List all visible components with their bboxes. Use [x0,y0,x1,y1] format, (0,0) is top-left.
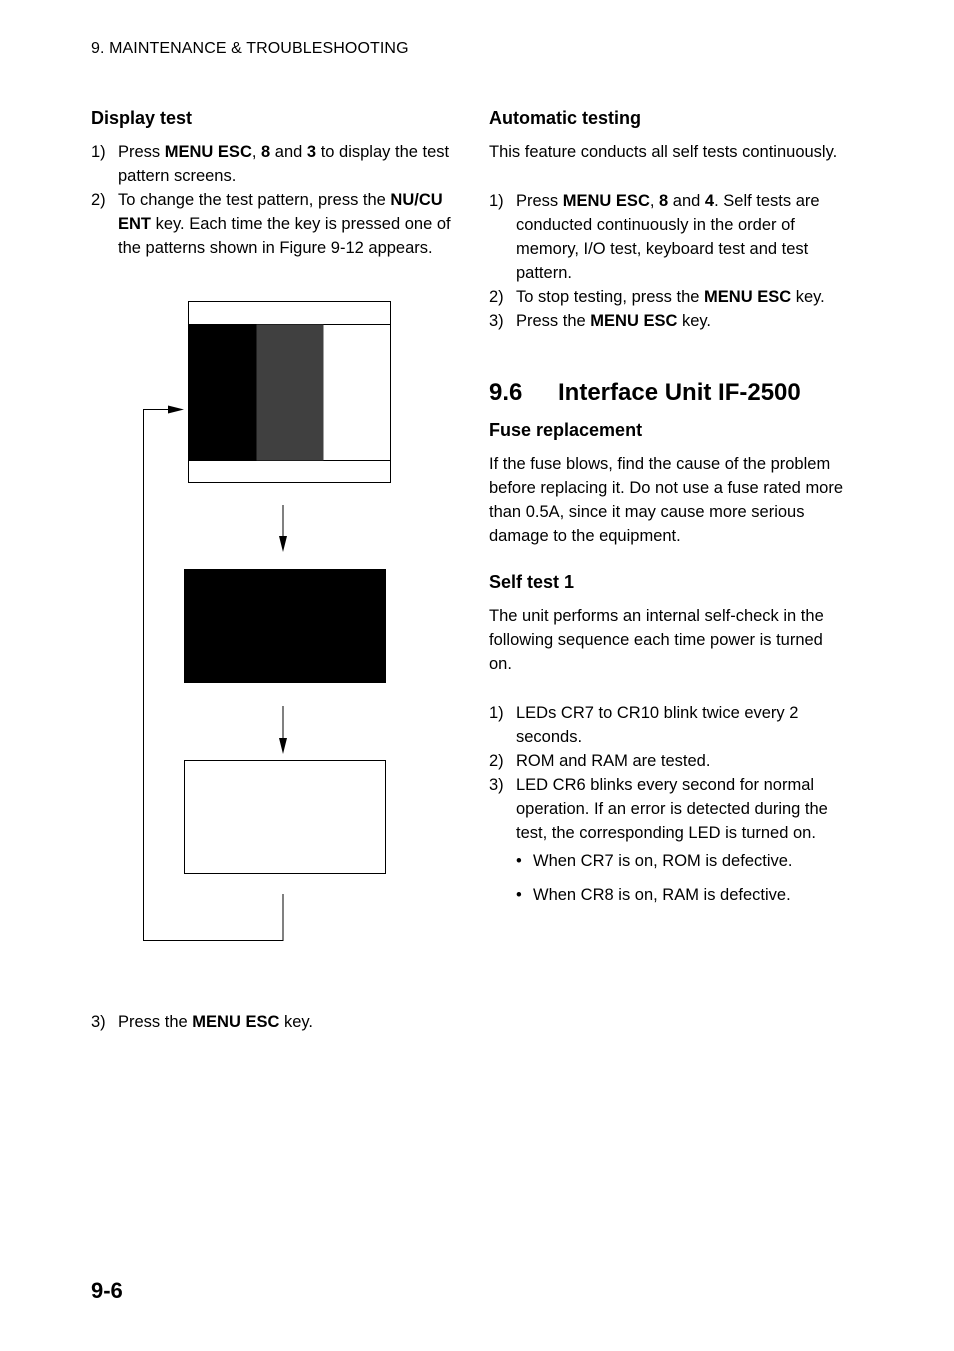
step-text: , [649,192,660,210]
step-text: and [668,192,705,210]
key-name: 4 [704,192,715,210]
key-name: 8 [261,143,271,161]
automatic-testing-step-1 [489,189,849,285]
display-test-heading: Display test [91,108,193,128]
step-number: 1) [91,143,106,161]
display-test-steps [91,140,451,260]
running-head: 9. MAINTENANCE & TROUBLESHOOTING [91,40,409,57]
automatic-testing-step-2 [489,285,849,309]
display-test-step-1 [91,140,451,188]
fuse-replacement-heading: Fuse replacement [489,420,643,440]
step-number: 3) [91,1013,106,1031]
self-test-intro: The unit performs an internal self-check in the following sequence each time power is turned on. [489,607,824,673]
step-number: 3) [489,776,504,794]
automatic-testing-step-3 [489,309,849,333]
step-text: and [270,143,307,161]
step-text: ROM and RAM are tested. [516,752,711,770]
step-text: key. [279,1013,314,1031]
section-title-text: Interface Unit IF-2500 [558,379,801,406]
gray-bar [257,325,324,461]
section-number: 9.6 [489,379,523,406]
key-name: MENU ESC [704,288,792,306]
automatic-testing-intro: This feature conducts all self tests continuously. [489,143,838,161]
bullet-item: • When CR8 is on, RAM is defective. [516,883,849,907]
key-name: MENU ESC [192,1013,280,1031]
test-pattern-bars [189,302,391,483]
display-test-step-2 [91,188,451,260]
self-test-bullets [489,849,849,907]
self-test-step-2 [489,749,849,773]
black-bar [189,325,257,461]
automatic-testing-heading: Automatic testing [489,108,642,128]
right-column [489,108,849,917]
test-pattern-black [184,569,386,683]
section-title [489,379,849,407]
key-name: MENU ESC [164,143,252,161]
step-text: Press the [516,312,591,330]
step-text: key. [677,312,712,330]
left-column [91,108,451,260]
step-number: 2) [489,752,504,770]
bullet-item: • When CR7 is on, ROM is defective. [516,849,849,873]
test-pattern-figure [140,300,400,950]
step-number: 2) [489,288,504,306]
step-number: 2) [91,191,106,209]
page-number: 9-6 [91,1278,123,1303]
step-number: 1) [489,192,504,210]
key-name: MENU ESC [590,312,678,330]
step-text: key. [791,288,825,306]
step-text: Press the [118,1013,193,1031]
test-pattern-white [185,761,386,874]
step-text: , [251,143,262,161]
step-text: . Self tests are conducted continuously in the order of memory, I/O test, keyboard test and test pattern. [516,192,820,282]
key-name: MENU ESC [562,192,650,210]
key-name: 8 [659,192,669,210]
step-text: Press [118,143,165,161]
step-number: 3) [489,312,504,330]
self-test-step-1 [489,701,849,749]
self-test-steps [489,701,849,845]
step-text: To change the test pattern, press the [118,191,391,209]
step-text: LED CR6 blinks every second for normal operation. If an error is detected during the test, the corresponding LED is turned on. [516,776,828,842]
self-test-step-3 [489,773,849,845]
arrow-down-icon [279,505,287,552]
display-test-step-3 [91,1010,451,1034]
display-test-steps-continued [91,1010,451,1034]
display-test-step-3-block [91,1010,451,1034]
key-name: 3 [306,143,317,161]
step-text: To stop testing, press the [516,288,705,306]
key-name: NU/CU ENT [118,191,443,233]
self-test-heading: Self test 1 [489,572,575,592]
step-text: Press [516,192,563,210]
step-text: key. Each time the key is pressed one of the patterns shown in Figure 9-12 appears. [118,215,451,257]
step-text: to display the test pattern screens. [118,143,450,185]
arrow-down-icon [279,706,287,754]
step-text: LEDs CR7 to CR10 blink twice every 2 seconds. [516,704,799,746]
step-number: 1) [489,704,504,722]
automatic-testing-steps [489,189,849,333]
fuse-replacement-text: If the fuse blows, find the cause of the problem before replacing it. Do not use a fuse rated more than 0.5A, since it may cause more serious damage to the equipment. [489,455,844,545]
